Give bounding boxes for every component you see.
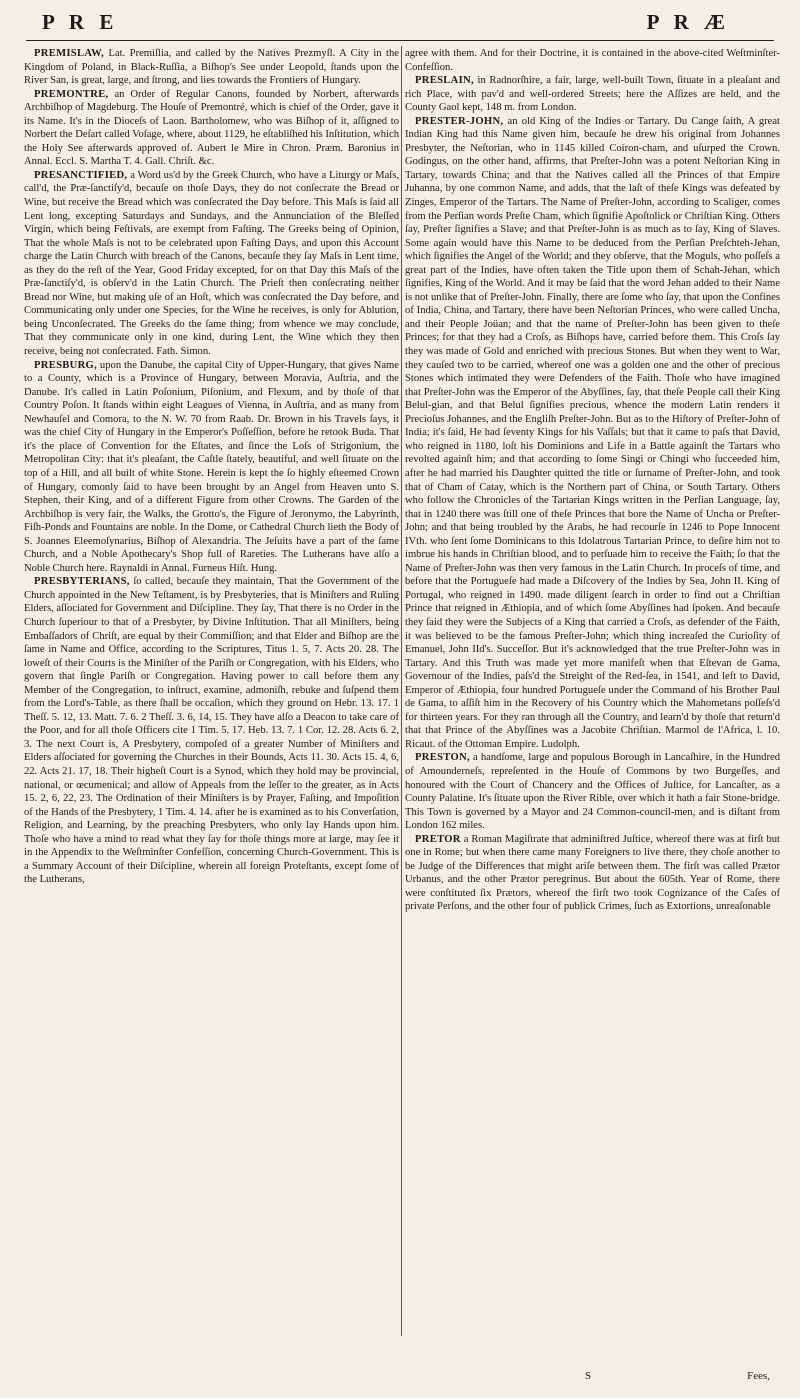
headword: PRESTER-JOHN, (415, 115, 504, 127)
entry-text: in Radnorſhire, a fair, large, well-built Town, ſituate in a pleaſant and rich Place, with pav'd and well-ordered Streets; here the Aſſizes are held, and the County Gaol kept, 148 m. from London. (405, 75, 780, 114)
entry-text: upon the Danube, the capital City of Upper-Hungary, that gives Name to a County, which is a Province of Hungary, between Moravia, Auſtria, and the Danube. It's called in Latin Poſonium, Piſonium, and Flexum, and by thoſe of that Country Poſon. It ſtands within eight Leagues of Vienna, in Auſtria, and as many from Newhauſel and Comora, to the N. W. 70 from Raab. Dr. Brown in his Travels ſays, it was the chief City of Hungary in the Emperor's Poſſeſſion, before he retook Buda. That it's the place of Convention for the Eſtates, and ſince the Loſs of Strigonium, the Metropolitan City: that it's pleaſant, the Caſtle ſtately, beautiful, and well ſituate on the top of a Hill, and all built of white Stone. Herein is kept the ſo highly eſteemed Crown of Hungary, comonly ſaid to have been brought by an Angel from Heaven unto S. Stephen, their King, and of a different Figure from other Crowns. The Garden of the Archbiſhop is very fair, the Walks, the Grotto's, the Figure of Jeronymo, the Labyrinth, Fiſh-Ponds and Fountains are noble. In the Dome, or Cathedral Church lieth the Body of S. Joannes Eleemoſynarius, Biſhop of Alexandria. The Jeſuits have a part of the ſame Church, and a Noble Apothecary's Shop full of Rareties. The Lutherans have alſo a Noble Church here. Raynaldi in Annal. Furneus Hiſt. Hung. (24, 359, 399, 574)
headword: PRESBYTERIANS, (34, 576, 130, 588)
running-head-left: P R E (42, 10, 119, 34)
entry-text: ſo called, becauſe they maintain, That the Government of the Church appointed in the New Teſtament, is by Presbyteries, that is Miniſters and Ruling Elders, aſſociated for Government and Diſcipline. They ſay, That there is no Order in the Church ſuperiour to that of a Presbyter, by Divine Inſtitution. That all Miniſters, being Embaſſadors of Chriſt, are equal by their Commiſſion; and that Elder and Biſhop are the ſame in Name and Office, according to the Scriptures, Titus 1. 5, 7. Acts 20. 28. The loweſt of their Courts is the Miniſter of the Pariſh or Congregation, with his Elders, who govern that ſingle Pariſh or Congregation. Having power to call before them any Member of the Congregation, to inſtruct, examine, admoniſh, rebuke and ſuſpend them from the Lord's-Table, as there ſhall be occaſion, which they ground on Hebr. 13. 17. 1 Theſſ. 5. 12, 13. Matt. 7. 6. 2 Theſſ. 3. 6, 14, 15. They have alſo a Deacon to take care of the Poor, and for all thoſe Officers cite 1 Tim. 5. 17. Heb. 13. 7. 1 Cor. 12. 28. Acts 6. 2, 3. The next Court is, A Presbytery, compoſed of a greater Number of Miniſters and Elders aſſociated for governing the Churches in their Bounds, Acts 11. 30. Acts 15. 4, 6, 22. Acts 21. 17, 18. Their higheſt Court is a Synod, which they hold may be provincial, national, or œcumenical; and allow of Appeals from the leſſer to the greater, as in Acts 15. 2, 6, 22, 23. The Ordination of their Miniſters is by Prayer, Faſting, and Impoſition of the Hands of the Presbytery, 1 Tim. 4. 14. after he is examined as to his Converſation, Religion, and Learning, by the preaching Presbyters, who only lay Hands upon him. Thoſe who have a mind to read what they ſay for thoſe things more at large, may ſee it in the Appendix to the Weſtminſter Confeſſion, concerning Church-Government. This is a Summary Account of their Diſcipline, wherein all foreign Proteſtants, except ſome of the Lutherans, (24, 576, 399, 886)
right-column (405, 47, 780, 1377)
entry-text: an Order of Regular Canons, founded by Norbert, afterwards Archbiſhop of Magdeburg. The Houſe of Premontré, which is chief of the Order, gave it its Name. It's in the Dioceſs of Laon. Bartholomew, who was Biſhop of it, aſſigned to Norbert the Deſart called Voſage, where, about 1129, he eſtabliſhed his Inſtitution, which the Holy See afterwards approved of. Aubert le Mire in Chron. Præm. Baronius in Annal. Eccl. S. Martha T. 4. Gall. Chriſt. &c. (24, 88, 399, 168)
running-head (30, 6, 770, 40)
entry-text: a Word us'd by the Greek Church, who have a Liturgy or Maſs, call'd, the Præ-ſanctiſy'd, becauſe on thoſe Days, they do not conſecrate the Bread or Wine, but receive the Bread which was conſecrated the Day before. This Maſs is ſaid all Lent long, excepting Saturdays and Sundays, and the Annunciation of the Bleſſed Virgin, which being Feſtivals, are exempt from Faſting. The Greeks being of Opinion, That the whole Maſs is not to be celebrated upon Faſting Days, and upon this Account charge the Latin Church with breach of the Canons, becauſe they ſay Maſs in Lent time, as they do the reſt of the Year, Good Friday excepted, for on that Day this Maſs of the Præ-ſanctiſy'd, is obſerv'd in the Latin Church. The Prieſt then conſecrating neither Bread nor Wine, but making uſe of an Hoſt, which was conſecrated the Day before, and Communicating only under one Species, for the Wine he receives, is only for Ablution, being Unconſecrated. The Greeks do the ſame thing; from whence we may conclude, That they communicate only in one kind, during Lent, the Wine which they then receive, being not conſecrated. Fath. Simon. (24, 169, 399, 358)
entry-presburg (24, 359, 399, 576)
entry-premislaw (24, 47, 399, 88)
headword: PREMISLAW, (34, 48, 105, 59)
entry-continuation (405, 47, 780, 74)
entry-presanctified (24, 169, 399, 359)
entry-preslain (405, 74, 780, 115)
headword: PRESTON, (415, 752, 470, 764)
catchword: Fees, (747, 1370, 770, 1382)
header-rule (26, 40, 774, 41)
signature-mark: S (585, 1370, 592, 1382)
entry-premontre (24, 88, 399, 169)
left-column (24, 47, 399, 1377)
headword: PRESBURG, (34, 359, 98, 371)
headword: PRESLAIN, (415, 75, 474, 87)
entry-text: a Roman Magiſtrate that adminiſtred Juſtice, whereof there was at firſt but one in Rome; but when there came many Foreigners to live there, they choſe another to be Judge of the Differences that might ariſe between them. The firſt was called Prætor Urbanus, and the other Prætor peregrinus. But about the 605th. Year of Rome, there were conſtituted ſix Prætors, whereof the firſt two took Cognizance of the Caſes of private Perſons, and the other four of publick Crimes, ſuch as Extortions, unreaſonable (405, 833, 780, 913)
entry-text: agree with them. And for their Doctrine, it is contained in the above-cited Weſtminſter-Confeſſion. (405, 48, 780, 73)
entry-text: Lat. Premiſlia, and called by the Natives Prezmyſl. A City in the Kingdom of Poland, in Black-Ruſſia, a Biſhop's See under Leopold, ſtands upon the River San, is great, large, and ſtrong, and lies towards the Frontiers of Hungary. (24, 48, 399, 87)
running-head-right: P R Æ (646, 10, 730, 34)
entry-text: a handſome, large and populous Borough in Lancaſhire, in the Hundred of Amounderneſs, repreſented in the Houſe of Commons by two Burgeſſes, and honoured with the Court of Chancery and the Offices of Juſtice, for Lancaſter, as a County Palatine. It's ſituate upon the River Rible, over which it hath a fair Stone-bridge. This Town is governed by a Mayor and 24 Common-council-men, and is diſtant from London 162 miles. (405, 752, 780, 832)
entry-prester-john (405, 115, 780, 752)
entry-preston (405, 751, 780, 832)
entry-presbyterians (24, 575, 399, 887)
headword: PRETOR (415, 833, 461, 845)
headword: PRESANCTIFIED, (34, 169, 128, 181)
entry-text: an old King of the Indies or Tartary. Du Cange ſaith, A great Indian King had this Name given him, becauſe he drew his original from Johannes Presbyter, the Neſtorian, who in 1145 killed Coiron-cham, and uſurped the Crown. Godingus, on the other hand, affirms, that Preſter-John was a potent Neſtorian King in Tartary, towards China; and that the Natives called all the Princes of that Empire Juhanna, by one common Name, and adds, that the laſt of theſe Kings was defeated by Zinges, Emperor of the Tartars. The Name of Preſter-John, according to Scaliger, comes from the Perſian words Preſte Cham, which ſignifie Apoſtolick or Chriſtian King. Others ſay, Preſter ſignifies a Slave; and that Preſter-John is as much as to ſay, King of Slaves. Some again would have this Name to be deduced from the Perſian Preſchteh-Jehan, which ſignifies the Angel of the World; and they obſerve, that the Moguls, who poſſeſs a great part of the Indies, have often taken the Title upon them of Schah-Jehan, which ſignifies, King of the World. And it may be ſaid that the word Jehan added to their Name is not unlike that of Preſter-John. Finally, there are ſome who ſay, that upon the Confines of India, China, and Tartary, there have been Neſtorian Princes, who were called Uncha, and their People Joüan; and that the name of Preſter-John has been given to theſe Princes; for that they had a Croſs, as Biſhops have, carried before them. This Croſs ſay they was made of Gold and enriched with precious Stones. But when they went to War, they cauſed two to be carried, whereof one was a golden one and the other of precious Stones which intimated they were Defenders of the Faith. Thoſe who have imagined that Preſter-John was the Emperor of the Abyſſines, ſay, that theſe People call their King Belul-gian, and that Belul ſignifies precious, whence the modern Latin renders it Precioſus Johannes, and the Engliſh Preſter-John. But as to the Hiſtory of Preſter-John of India; it's ſaid, He had ſeventy Kings for his Vaſſals; but that it came to paſs that David, who reigned in 1180, loſt his Dominions and Life in a Battle againſt the Tartars who revolted againſt him; and that according to ſome Singi or Chingi who ſucceeded him, after he had married his Daughter quitted the title or ſurname of Preſter-John, and took that of Cham of Catay, which is the Northern part of China, or South Tartary. Others who follow the Chronicles of the Tartarian Kings written in the Perſian Language, ſay, that in 1240 there was ſtill one of theſe Princes that bore the Name of Uncha or Preſter-John; and that being troubled by the Arabs, he had recourſe in 1246 to Pope Innocent IVth. who ſent ſome Dominicans to this Idolatrous Tartarian Prince, to deſire him not to imbrue his hands in Chriſtian blood, and to perſuade him to receive the Faith; ſo that the Name of Preſter-John was then very famous in the Latin Church. In proceſs of time, and before that the Portugueſe had made a Diſcovery of the Indies by Sea, John II. King of Portugal, who reigned in 1490. made diligent ſearch in order to find out a Chriſtian Prince that reigned in Æthiopia, and of which ſome Abyſſines had ſpoken. And becauſe they ſaid they were the Subjects of a King that carried a Croſs, as defender of the Faith, it was believed to be the famous Preſter-John; which thing increaſed the Curioſity of Emanuel, John IId's. Succeſſor. But it's acknowledged that the true Preſter-John was in Tartary. And this Truth was made yet more manifeſt when that Eſtevan de Gama, Governour of the Indies, paſs'd the Streight of the Red-ſea, in 1541, and left to David, Emperor of Æthiopia, four hundred Portugueſe under the Command of his Brother Paul de Gama, to aſſiſt him in the Recovery of his Country which the Mahometans poſſeſs'd for thirteen years. For they ran through all the Country, and learn'd by thoſe that return'd that that Prince of the Abyſſines was a Jacobite Chriſtian. Marmol de l'Africa, l. 10. Ricaut. of the Ottoman Empire. Ludolph. (405, 115, 780, 750)
entry-pretor (405, 833, 780, 914)
headword: PREMONTRE, (34, 88, 109, 100)
column-divider (401, 46, 402, 1336)
